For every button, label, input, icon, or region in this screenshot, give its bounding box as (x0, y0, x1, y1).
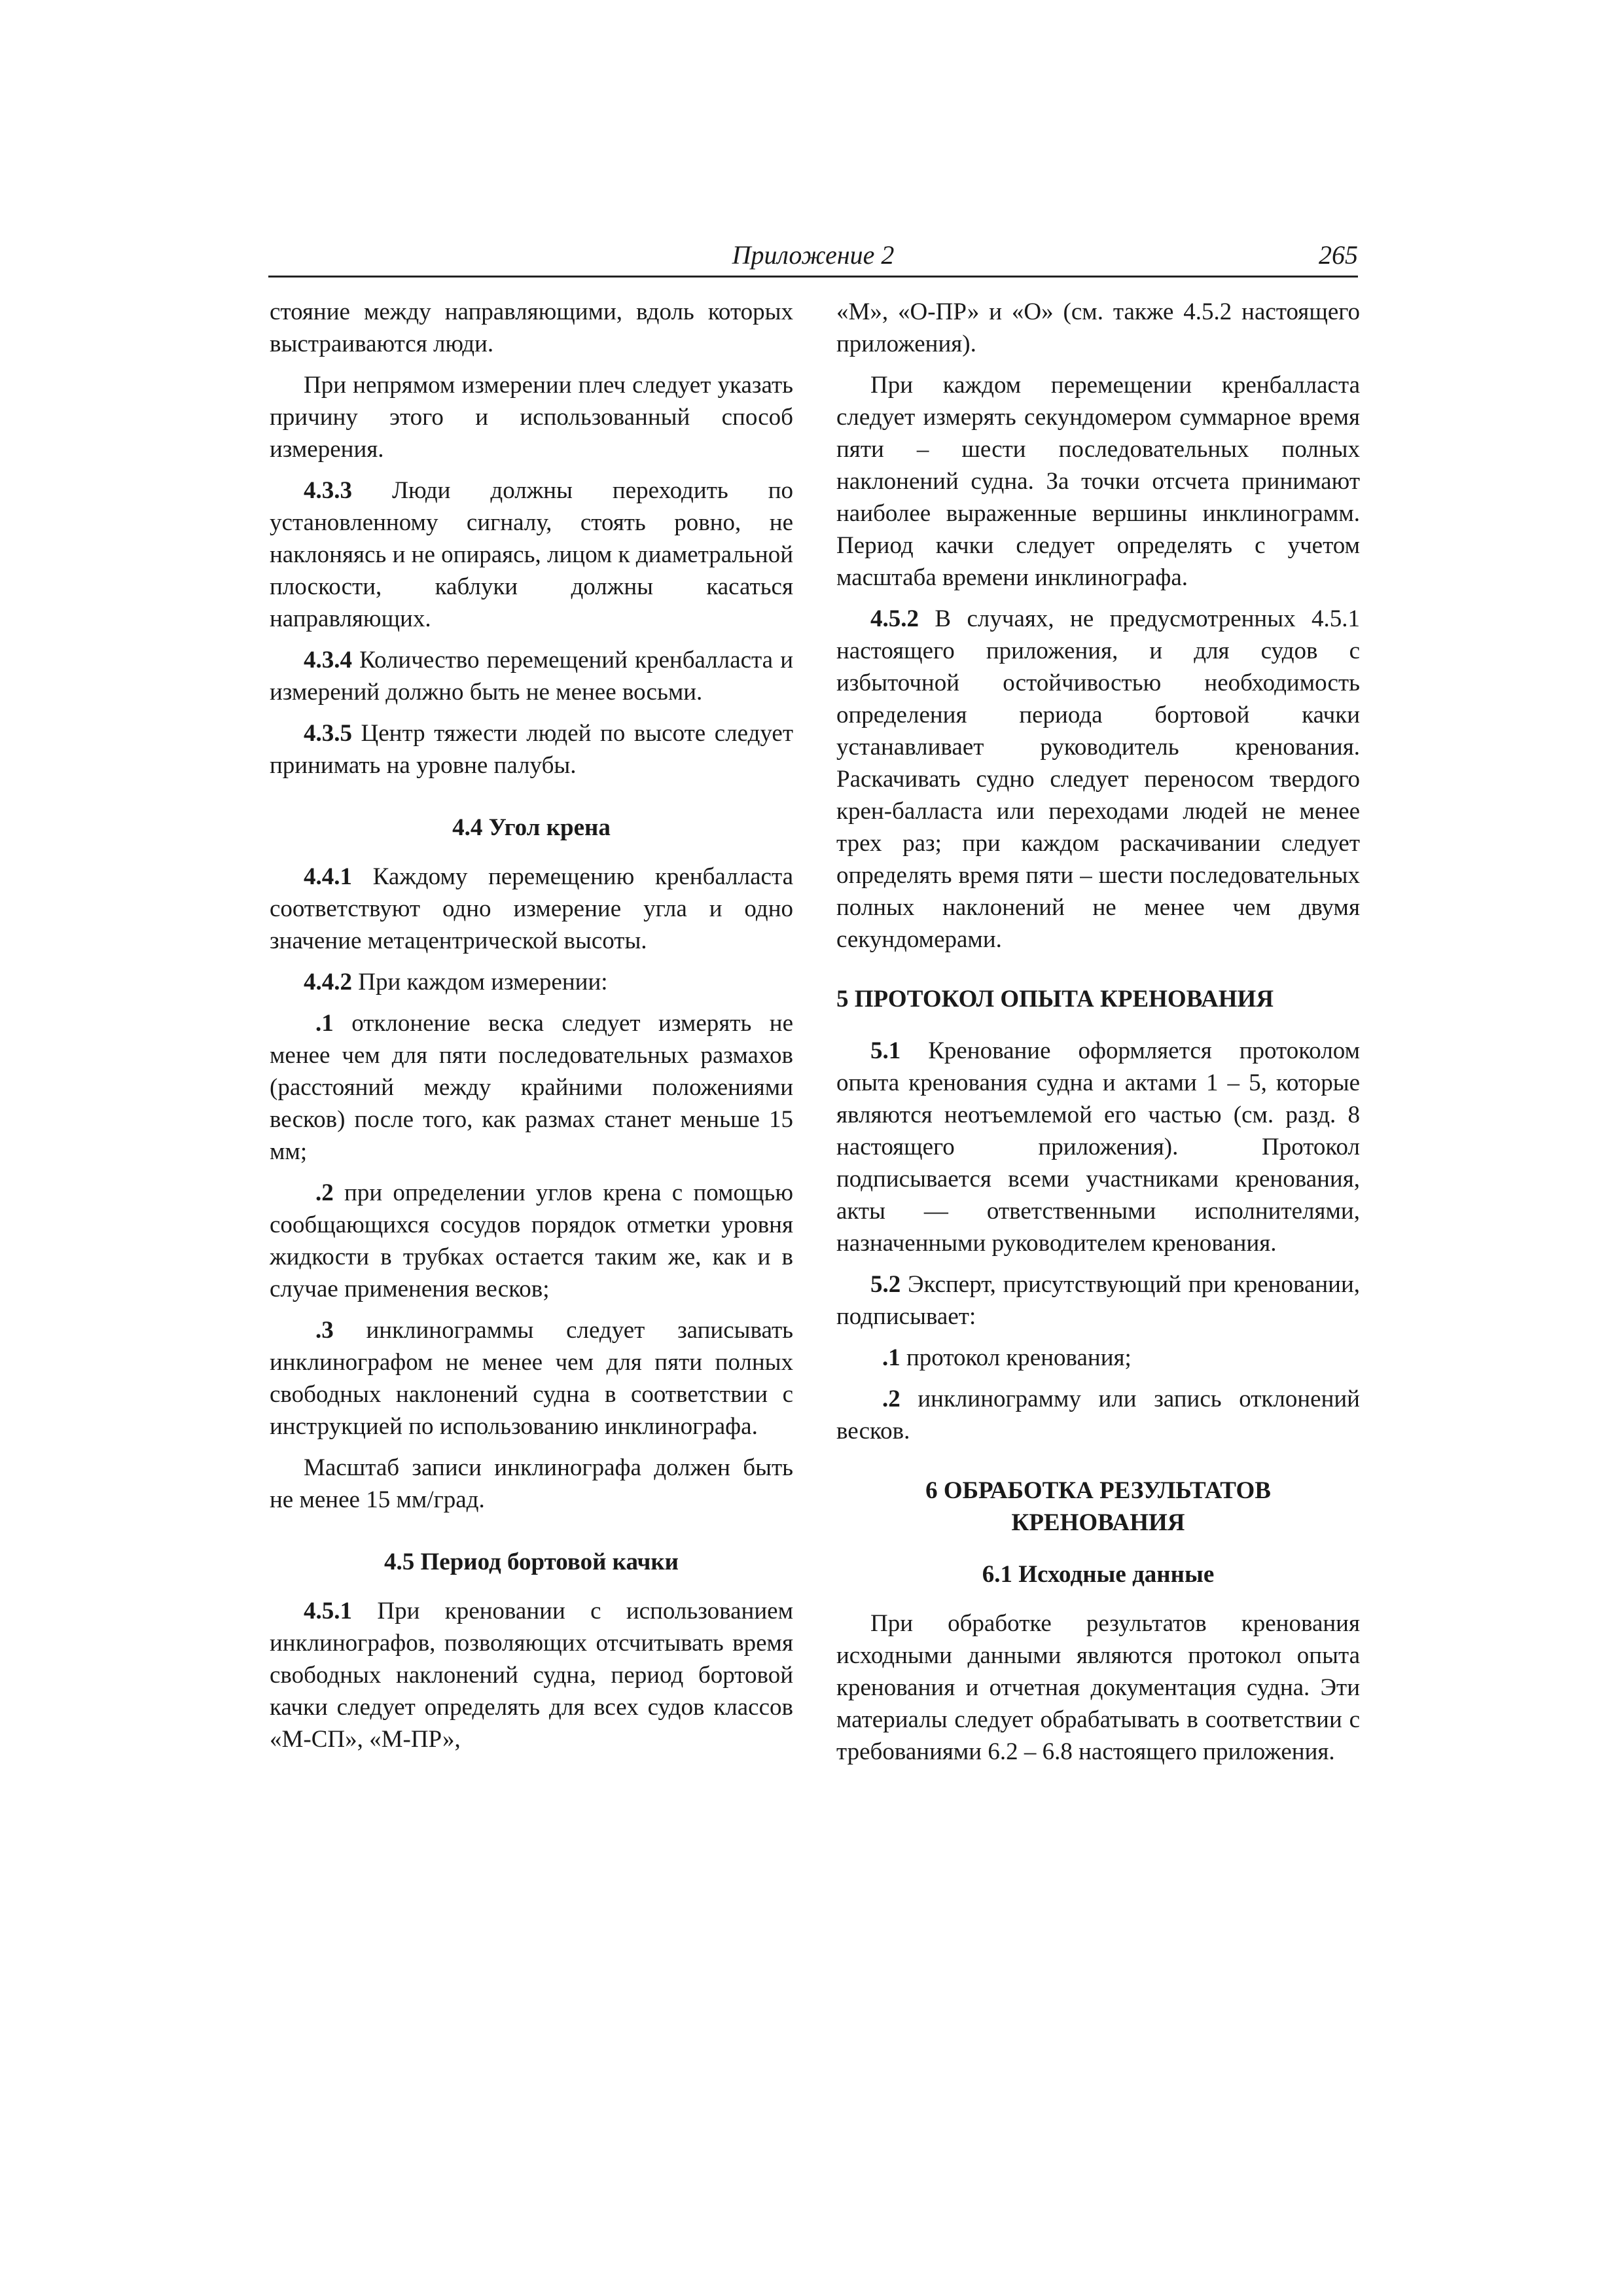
list-item (270, 1177, 793, 1305)
item-text: инклинограммы следует записывать инклинографом не менее чем для пяти полных свободных наклонений судна в соответствии с инструкцией по использованию инклинографа. (270, 1317, 793, 1440)
paragraph-5-1 (836, 1035, 1360, 1259)
item-number: .1 (315, 1010, 334, 1037)
item-number: .2 (882, 1386, 901, 1412)
clause-number: 4.3.3 (304, 477, 352, 504)
clause-number: 4.5.1 (304, 1598, 352, 1624)
item-text: отклонение веска следует измерять не менее чем для пяти последовательных размахов (расстояний между крайними положениями весков) после того, как размах станет меньше 15 мм; (270, 1010, 793, 1165)
paragraph-5-2 (836, 1268, 1360, 1333)
paragraph-4-3-3 (270, 475, 793, 635)
right-column (836, 296, 1360, 1777)
paragraph-4-4-1 (270, 861, 793, 957)
running-title: Приложение 2 (732, 240, 895, 270)
clause-number: 5.2 (870, 1271, 901, 1298)
clause-number: 5.1 (870, 1037, 901, 1064)
clause-number: 4.5.2 (870, 605, 919, 632)
paragraph-4-4-2 (270, 966, 793, 998)
paragraph: Масштаб записи инклинографа должен быть не менее 15 мм/град. (270, 1454, 793, 1513)
paragraph-4-3-5 (270, 717, 793, 781)
paragraph: При каждом перемещении кренбалласта следует измерять секундомером суммарное время пяти – шести последовательных полных наклонений судна. За точки отсчета принимают наиболее выраженные вершины инклинограмм. Период качки следует определять с учетом масштаба времени инклинографа. (836, 372, 1360, 591)
item-number: .1 (882, 1344, 901, 1371)
heading-section-6 (836, 1475, 1360, 1539)
list-item (836, 1383, 1360, 1447)
clause-text: В случаях, не предусмотренных 4.5.1 настоящего приложения, и для судов с избыточной остойчивостью необходимость определения периода бортовой качки устанавливает руководитель кренования. Раскачивать судно следует переносом твердого крен-балласта или переходами людей не менее трех раз; при каждом раскачивании следует определять время пяти – шести последовательных полных наклонений не менее чем двумя секундомерами. (836, 605, 1360, 953)
list-item (270, 1314, 793, 1443)
clause-number: 4.3.4 (304, 647, 352, 673)
clause-text: Люди должны переходить по установленному сигналу, стоять ровно, не наклоняясь и не опираясь, лицом к диаметральной плоскости, каблуки должны касаться направляющих. (270, 477, 793, 632)
clause-text: Центр тяжести людей по высоте следует принимать на уровне палубы. (270, 720, 793, 779)
heading-line: КРЕНОВАНИЯ (1011, 1509, 1185, 1536)
heading-4-4: 4.4 Угол крена (452, 814, 611, 841)
clause-text: Количество перемещений кренбалласта и измерений должно быть не менее восьми. (270, 647, 793, 706)
clause-text: При креновании с использованием инклинографов, позволяющих отсчитывать время свободных наклонений судна, период бортовой качки следует определять для всех судов классов «М-СП», «М-ПР», (270, 1598, 793, 1753)
paragraph-4-5-1 (270, 1595, 793, 1755)
clause-text: Каждому перемещению кренбалласта соответствуют одно измерение угла и одно значение метацентрической высоты. (270, 863, 793, 954)
clause-number: 4.4.2 (304, 969, 352, 996)
left-column (270, 296, 793, 1765)
item-number: .2 (315, 1179, 334, 1206)
item-text: протокол кренования; (900, 1344, 1132, 1371)
clause-number: 4.3.5 (304, 720, 352, 747)
paragraph: «М», «О-ПР» и «О» (см. также 4.5.2 настоящего приложения). (836, 298, 1360, 357)
heading-6-1: 6.1 Исходные данные (982, 1561, 1215, 1588)
item-text: при определении углов крена с помощью сообщающихся сосудов порядок отметки уровня жидкости в трубках остается таким же, как и в случае применения весков; (270, 1179, 793, 1302)
page-number: 265 (1319, 240, 1358, 270)
running-header (268, 239, 1358, 278)
paragraph-4-5-2 (836, 603, 1360, 956)
item-number: .3 (315, 1317, 334, 1344)
clause-text: При каждом измерении: (352, 969, 608, 996)
clause-text: Кренование оформляется протоколом опыта кренования судна и актами 1 – 5, которые являются неотъемлемой его частью (см. разд. 8 настоящего приложения). Протокол подписывается всеми участниками кренования, акты — ответственными исполнителями, назначенными руководителем кренования. (836, 1037, 1360, 1257)
heading-line: 6 ОБРАБОТКА РЕЗУЛЬТАТОВ (925, 1477, 1271, 1504)
item-text: инклинограмму или запись отклонений весков. (836, 1386, 1360, 1444)
paragraph-4-3-4 (270, 644, 793, 708)
paragraph: При непрямом измерении плеч следует указать причину этого и использованный способ измерения. (270, 372, 793, 463)
heading-4-5: 4.5 Период бортовой качки (384, 1549, 679, 1575)
clause-number: 4.4.1 (304, 863, 352, 890)
paragraph: стояние между направляющими, вдоль которых выстраиваются люди. (270, 298, 793, 357)
paragraph: При обработке результатов кренования исходными данными являются протокол опыта кренования и отчетная документация судна. Эти материалы следует обрабатывать в соответствии с требованиями 6.2 – 6.8 настоящего приложения. (836, 1610, 1360, 1765)
list-item (836, 1342, 1360, 1374)
clause-text: Эксперт, присутствующий при креновании, подписывает: (836, 1271, 1360, 1330)
heading-section-5: 5 ПРОТОКОЛ ОПЫТА КРЕНОВАНИЯ (836, 986, 1274, 1013)
list-item (270, 1007, 793, 1168)
